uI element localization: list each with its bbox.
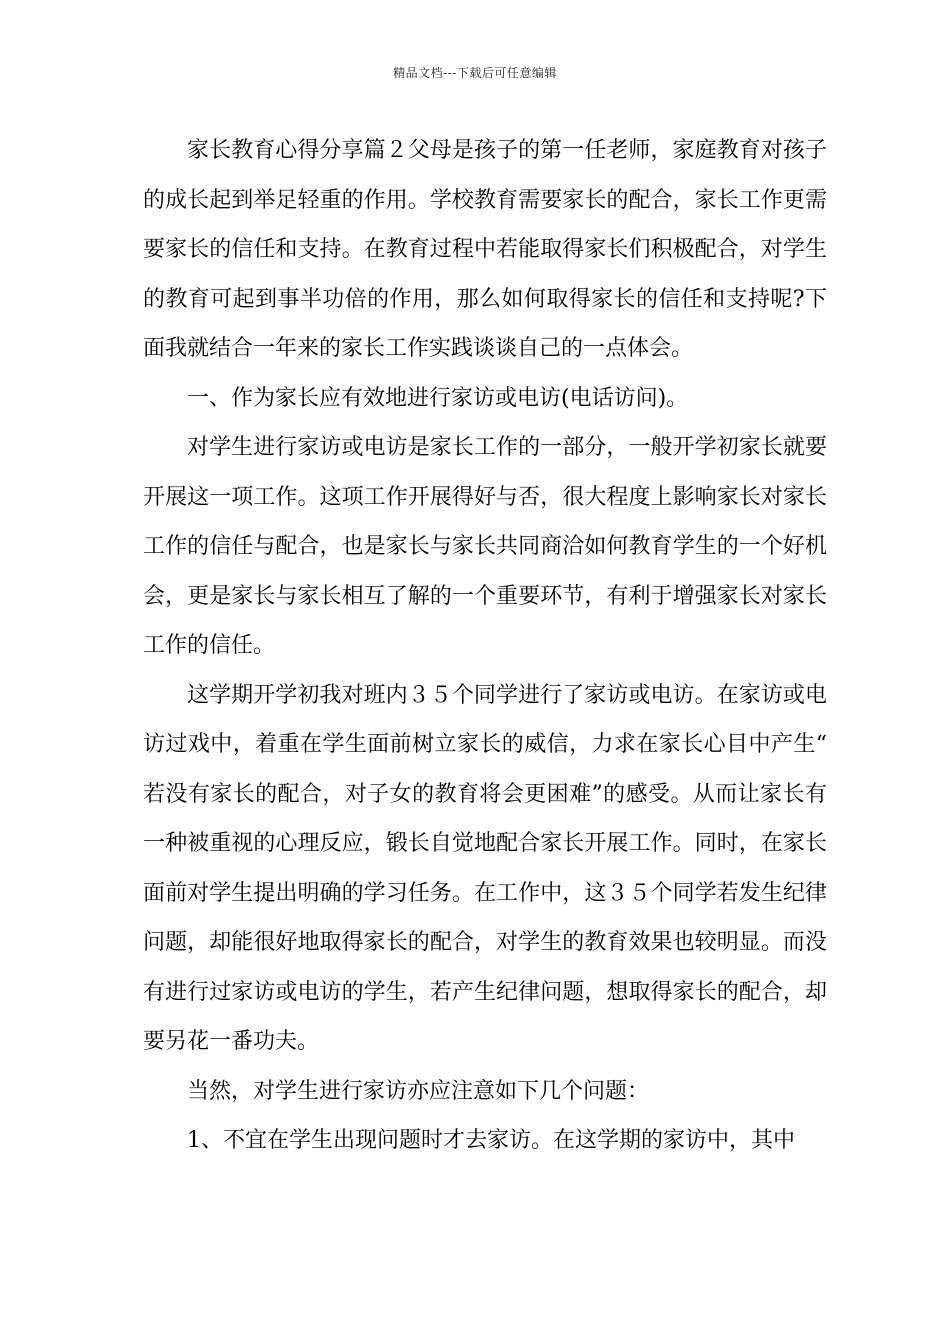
paragraph-intro: 家长教育心得分享篇２父母是孩子的第一任老师，家庭教育对孩子的成长起到举足轻重的作用。学校教育需要家长的配合，家长工作更需要家长的信任和支持。在教育过程中若能取得家长们积极配合，对学生的教育可起到事半功倍的作用，那么如何取得家长的信任和支持呢?下面我就结合一年来的家长工作实践谈谈自己的一点体会。: [143, 138, 827, 361]
paragraph-home-visit: 对学生进行家访或电访是家长工作的一部分，一般开学初家长就要开展这一项工作。这项工作开展得好与否，很大程度上影响家长对家长工作的信任与配合，也是家长与家长共同商洽如何教育学生的一个好机会，更是家长与家长相互了解的一个重要环节，有利于增强家长对家长工作的信任。: [143, 435, 827, 658]
page-header: 精品文档---下载后可任意编辑: [393, 66, 557, 80]
paragraph-section-heading: 一、作为家长应有效地进行家访或电访(电话访问)。: [187, 385, 689, 411]
paragraph-item-1: 1、不宜在学生出现问题时才去家访。在这学期的家访中，其中: [187, 1128, 795, 1153]
paragraph-notes-intro: 当然，对学生进行家访亦应注意如下几个问题：: [187, 1078, 650, 1104]
document-body: [143, 126, 827, 1166]
paragraph-this-semester: 这学期开学初我对班内３５个同学进行了家访或电访。在家访或电访过戏中，着重在学生面前树立家长的威信，力求在家长心目中产生“若没有家长的配合，对子女的教育将会更困难”的感受。从而让家长有一种被重视的心理反应，锻长自觉地配合家长开展工作。同时，在家长面前对学生提出明确的学习任务。在工作中，这３５个同学若发生纪律问题，却能很好地取得家长的配合，对学生的教育效果也较明显。而没有进行过家访或电访的学生，若产生纪律问题，想取得家长的配合，却要另花一番功夫。: [143, 682, 827, 1054]
